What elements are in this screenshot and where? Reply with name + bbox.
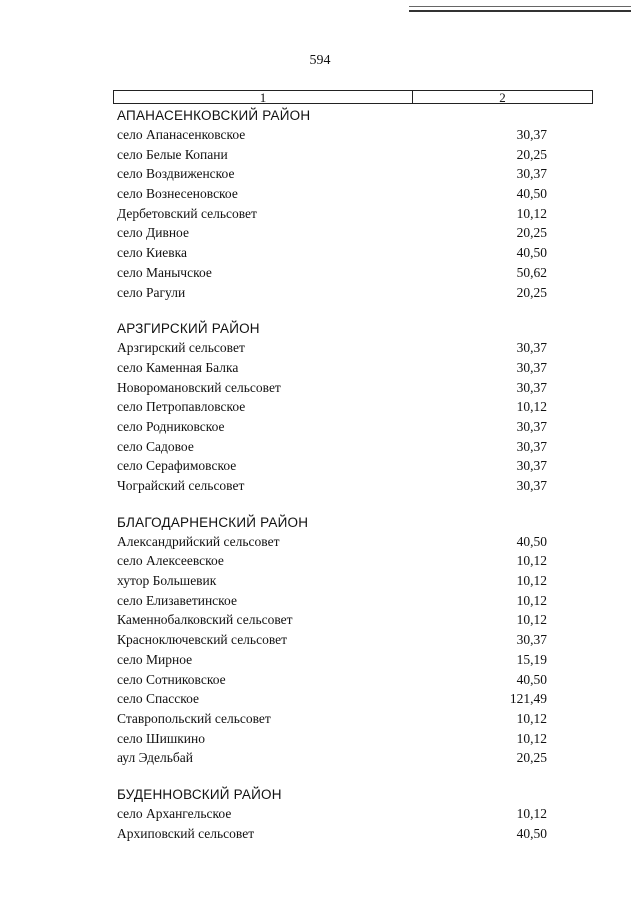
settlement-value: 20,25 [516,284,547,300]
settlement-value: 30,37 [516,418,547,434]
table-row [117,650,547,670]
settlement-name: село Вознесеновское [117,186,238,202]
settlement-name: Каменнобалковский сельсовет [117,612,293,628]
table-row [117,670,547,690]
table-row [117,378,547,398]
settlement-name: село Алексеевское [117,553,224,569]
table-row [117,417,547,437]
settlement-name: Дербетовский сельсовет [117,205,257,221]
settlement-value: 10,12 [516,805,547,821]
district-title: БУДЕННОВСКИЙ РАЙОН [117,786,282,802]
settlement-name: Александрийский сельсовет [117,533,280,549]
settlement-value: 10,12 [516,730,547,746]
district-section [117,785,547,843]
settlement-value: 30,37 [516,340,547,356]
settlement-value: 121,49 [509,691,547,707]
table-row [117,437,547,457]
table-row [117,283,547,303]
settlement-name: Чограйский сельсовет [117,478,245,493]
table-row [117,729,547,749]
table-row [117,263,547,283]
table-row [117,591,547,611]
settlement-name: село Серафимовское [117,458,237,474]
settlement-name: село Апанасенковское [117,127,246,142]
district-section [117,106,547,302]
settlement-value: 10,12 [516,710,547,726]
settlement-value: 30,37 [516,478,547,493]
settlement-value: 10,12 [516,205,547,221]
settlement-name: село Воздвиженское [117,166,235,182]
table-row [117,358,547,378]
settlement-value: 30,37 [516,127,547,142]
settlement-value: 50,62 [516,264,547,280]
settlement-name: хутор Большевик [117,573,217,589]
district-section [117,319,547,496]
top-rule-thin [409,6,631,7]
column-header-2: 2 [499,90,506,105]
settlement-name: село Спасское [117,691,199,707]
district-title: БЛАГОДАРНЕНСКИЙ РАЙОН [117,514,309,530]
settlement-name: село Каменная Балка [117,359,239,375]
settlement-value: 40,50 [516,186,547,202]
settlement-value: 30,37 [516,379,547,395]
table-row [117,532,547,552]
settlement-name: Новоромановский сельсовет [117,379,281,395]
settlement-name: Ставропольский сельсовет [117,710,271,726]
column-header-1: 1 [114,91,413,103]
table-row [117,456,547,476]
district-title: АРЗГИРСКИЙ РАЙОН [117,321,260,337]
settlement-value: 10,12 [516,592,547,608]
settlement-name: село Сотниковское [117,671,226,687]
settlement-value: 40,50 [516,825,547,841]
settlement-name: аул Эдельбай [117,750,193,766]
settlement-value: 30,37 [516,458,547,474]
document-body [117,106,547,860]
table-row [117,551,547,571]
settlement-name: село Мирное [117,651,193,667]
settlement-name: село Архангельское [117,805,232,821]
page-number: 594 [309,53,331,68]
settlement-value: 20,25 [516,750,547,766]
settlement-value: 30,37 [516,359,547,375]
table-row [117,204,547,224]
settlement-name: село Рагули [117,284,186,300]
district-section [117,513,547,768]
settlement-value: 40,50 [516,245,547,261]
district-title: АПАНАСЕНКОВСКИЙ РАЙОН [117,108,311,123]
table-row [117,824,547,844]
settlement-name: село Петропавловское [117,399,246,415]
table-row [117,571,547,591]
table-row [117,689,547,709]
table-row [117,610,547,630]
settlement-name: село Белые Копани [117,146,228,162]
table-row [117,125,547,145]
settlement-name: Арзгирский сельсовет [117,340,245,356]
settlement-name: Архиповский сельсовет [117,825,255,841]
settlement-value: 30,37 [516,438,547,454]
settlement-value: 10,12 [516,553,547,569]
settlement-name: село Дивное [117,225,189,241]
settlement-name: село Киевка [117,245,187,261]
settlement-value: 20,25 [516,225,547,241]
table-row [117,338,547,358]
table-row [117,476,547,496]
table-row [117,223,547,243]
table-row [117,164,547,184]
table-row [117,243,547,263]
settlement-value: 30,37 [516,166,547,182]
settlement-name: село Садовое [117,438,194,454]
settlement-value: 10,12 [516,399,547,415]
table-row [117,709,547,729]
top-rule-thick [409,10,631,12]
table-row [117,184,547,204]
settlement-name: село Шишкино [117,730,206,746]
table-row [117,145,547,165]
settlement-value: 10,12 [516,612,547,628]
settlement-value: 20,25 [516,146,547,162]
settlement-value: 15,19 [516,651,547,667]
settlement-value: 30,37 [516,632,547,648]
table-row [117,630,547,650]
settlement-value: 40,50 [516,671,547,687]
table-row [117,748,547,768]
settlement-name: село Родниковское [117,418,225,434]
table-row [117,397,547,417]
settlement-name: село Манычское [117,264,212,280]
settlement-name: село Елизаветинское [117,592,237,608]
settlement-value: 10,12 [516,573,547,589]
settlement-value: 40,50 [516,533,547,549]
table-header [113,90,593,104]
table-row [117,804,547,824]
settlement-name: Красноключевский сельсовет [117,632,288,648]
